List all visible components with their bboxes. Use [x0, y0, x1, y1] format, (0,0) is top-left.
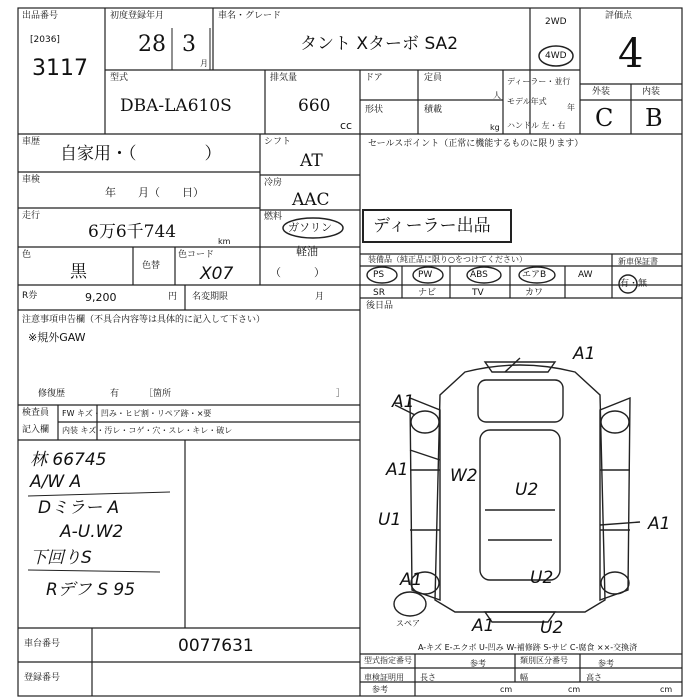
model-value: DBA-LA610S	[120, 96, 232, 116]
displacement-label: 排気量	[270, 73, 298, 83]
recycle-value: 9,200	[85, 291, 117, 304]
shift-label: シフト	[264, 137, 292, 147]
handwritten-line1: 林 66745	[30, 450, 107, 470]
ac-label: 冷房	[264, 178, 283, 188]
mark-left-door: A1	[386, 460, 409, 480]
chassis-value: 0077631	[178, 636, 254, 656]
first-reg-year: 28	[138, 32, 166, 57]
name-grade: タント Xターボ SA2	[300, 34, 459, 54]
cert-label: 車検証明用	[364, 673, 404, 682]
load-label: 積載	[424, 105, 443, 115]
handwritten-line6: Rデフ S 95	[46, 580, 136, 600]
category-ref: 参考	[598, 659, 614, 668]
chassis-label: 車台番号	[24, 639, 61, 649]
equipment-label: 装備品（純正品に限り○をつけてください）	[368, 255, 527, 264]
year-unit: 年	[567, 103, 575, 112]
record-label: 記入欄	[22, 425, 50, 435]
handwritten-line5: 下回りS	[30, 548, 92, 568]
length-cm: cm	[500, 685, 513, 694]
exterior-label: 外装	[592, 87, 611, 97]
mark-rear: A1	[472, 616, 495, 636]
handwritten-line3: Dミラー A	[38, 498, 120, 518]
drive-4wd: 4WD	[545, 51, 567, 61]
mark-u2-bumper: U2	[540, 618, 564, 638]
model-label: 型式	[110, 73, 129, 83]
designation-label: 型式指定番号	[364, 656, 412, 665]
interior-grade: B	[645, 104, 663, 132]
inspection-value: 年 月（ 日）	[105, 186, 204, 199]
notes-line1: ※規外GAW	[28, 331, 86, 344]
color-value: 黒	[70, 262, 87, 282]
equip-abs: ABS	[470, 270, 488, 280]
ac-value: AAC	[292, 190, 330, 210]
name-change-month: 月	[315, 292, 325, 302]
mark-right: A1	[648, 514, 671, 534]
fuel-paren: （ ）	[270, 266, 325, 279]
drive-2wd: 2WD	[545, 17, 567, 27]
color-code-value: X07	[200, 264, 234, 284]
mark-w2: W2	[450, 466, 478, 486]
color-code-label: 色コード	[178, 250, 215, 260]
lot-label: 出品番号	[22, 11, 59, 21]
fuel-label: 燃料	[264, 212, 283, 222]
aftermarket-label: 後日品	[366, 301, 394, 311]
equip-airbag: エアB	[522, 270, 547, 280]
repair-label: 修復歴	[38, 389, 66, 399]
equip-sr: SR	[373, 288, 385, 298]
km-unit: km	[218, 237, 231, 246]
fuel-light-oil: 軽油	[296, 245, 318, 258]
score-value: 4	[618, 31, 644, 77]
location-close: ］	[336, 389, 346, 399]
yen-unit: 円	[168, 292, 178, 302]
width-cm: cm	[568, 685, 581, 694]
warranty-value: 有・無	[620, 279, 648, 289]
equip-aw: AW	[578, 270, 593, 280]
repair-value: 有	[110, 389, 120, 399]
name-change-label: 名変期限	[192, 292, 229, 302]
mileage-label: 走行	[22, 211, 41, 221]
mark-u2-roof: U2	[515, 480, 539, 500]
equip-ps: PS	[373, 270, 385, 280]
color-change-label: 色替	[142, 261, 161, 271]
handwritten-line2: A/W A	[30, 472, 82, 492]
equip-tv: TV	[472, 288, 484, 298]
mark-u2-rear: U2	[530, 568, 554, 588]
sales-points-label: セールスポイント（正常に機能するものに限ります）	[368, 139, 584, 149]
notes-label: 注意事項申告欄（不具合内容等は具体的に記入して下さい）	[22, 315, 266, 325]
mileage-value: 6万6千744	[88, 222, 177, 242]
mark-front-left: A1	[392, 392, 415, 412]
name-grade-label: 車名・グレード	[218, 11, 282, 21]
interior-label: 内装	[642, 87, 661, 97]
dealer-parallel: ディーラー・並行	[507, 77, 571, 86]
length-label: 長さ	[420, 673, 436, 682]
history-label: 車歴	[22, 137, 41, 147]
person-unit: 人	[493, 91, 501, 100]
handwritten-line4: A-U.W2	[60, 522, 124, 542]
door-label: ドア	[365, 73, 383, 83]
mark-front: A1	[573, 344, 596, 364]
inspector-label: 検査員	[22, 408, 50, 418]
first-reg-label: 初度登録年月	[110, 11, 165, 21]
shape-label: 形状	[365, 105, 384, 115]
recycle-label: R券	[22, 291, 38, 301]
inspection-label: 車検	[22, 175, 41, 185]
width-label: 幅	[520, 673, 528, 682]
height-label: 高さ	[586, 673, 602, 682]
inspector-row2: 内装 キズ・汚レ・コゲ・穴・スレ・キレ・破レ	[62, 426, 233, 435]
equip-navi: ナビ	[418, 288, 437, 298]
equip-leather: カワ	[525, 288, 544, 298]
dealer-stamp: ディーラー出品	[373, 216, 491, 236]
kg-unit: kg	[490, 123, 500, 132]
displacement-value: 660	[298, 96, 331, 116]
score-label: 評価点	[605, 11, 633, 21]
capacity-label: 定員	[424, 73, 443, 83]
first-reg-month-unit: 月	[200, 59, 208, 68]
mark-u1: U1	[378, 510, 402, 530]
diagram-legend: A-キズ E-エクボ U-凹み W-補修跡 S-サビ C-腐食 ××-交換済	[418, 643, 638, 652]
cert-ref: 参考	[372, 685, 388, 694]
equip-pw: PW	[418, 270, 433, 280]
fuel-gasoline: ガソリン	[288, 221, 332, 234]
model-year-label: モデル年式	[507, 97, 547, 106]
warranty-label: 新車保証書	[618, 257, 658, 266]
category-label: 類別区分番号	[520, 656, 568, 665]
height-cm: cm	[660, 685, 673, 694]
history-value: 自家用・（ ）	[60, 144, 222, 164]
shift-value: AT	[300, 151, 323, 171]
exterior-grade: C	[595, 104, 614, 132]
inspector-row1: FW キズ・凹み・ヒビ割・リペア跡・×要	[62, 409, 212, 418]
designation-ref: 参考	[470, 659, 486, 668]
mark-rear-left: A1	[400, 570, 423, 590]
lot-sub: [2036]	[30, 35, 60, 45]
spare-label: スペア	[396, 619, 420, 628]
reg-label: 登録番号	[24, 673, 61, 683]
location-label: ［箇所	[144, 389, 172, 399]
first-reg-month: 3	[182, 32, 196, 57]
color-label: 色	[22, 250, 32, 260]
lot-number: 3117	[32, 56, 88, 81]
handle-label: ハンドル 左・右	[507, 121, 566, 130]
cc-unit: cc	[340, 119, 353, 132]
